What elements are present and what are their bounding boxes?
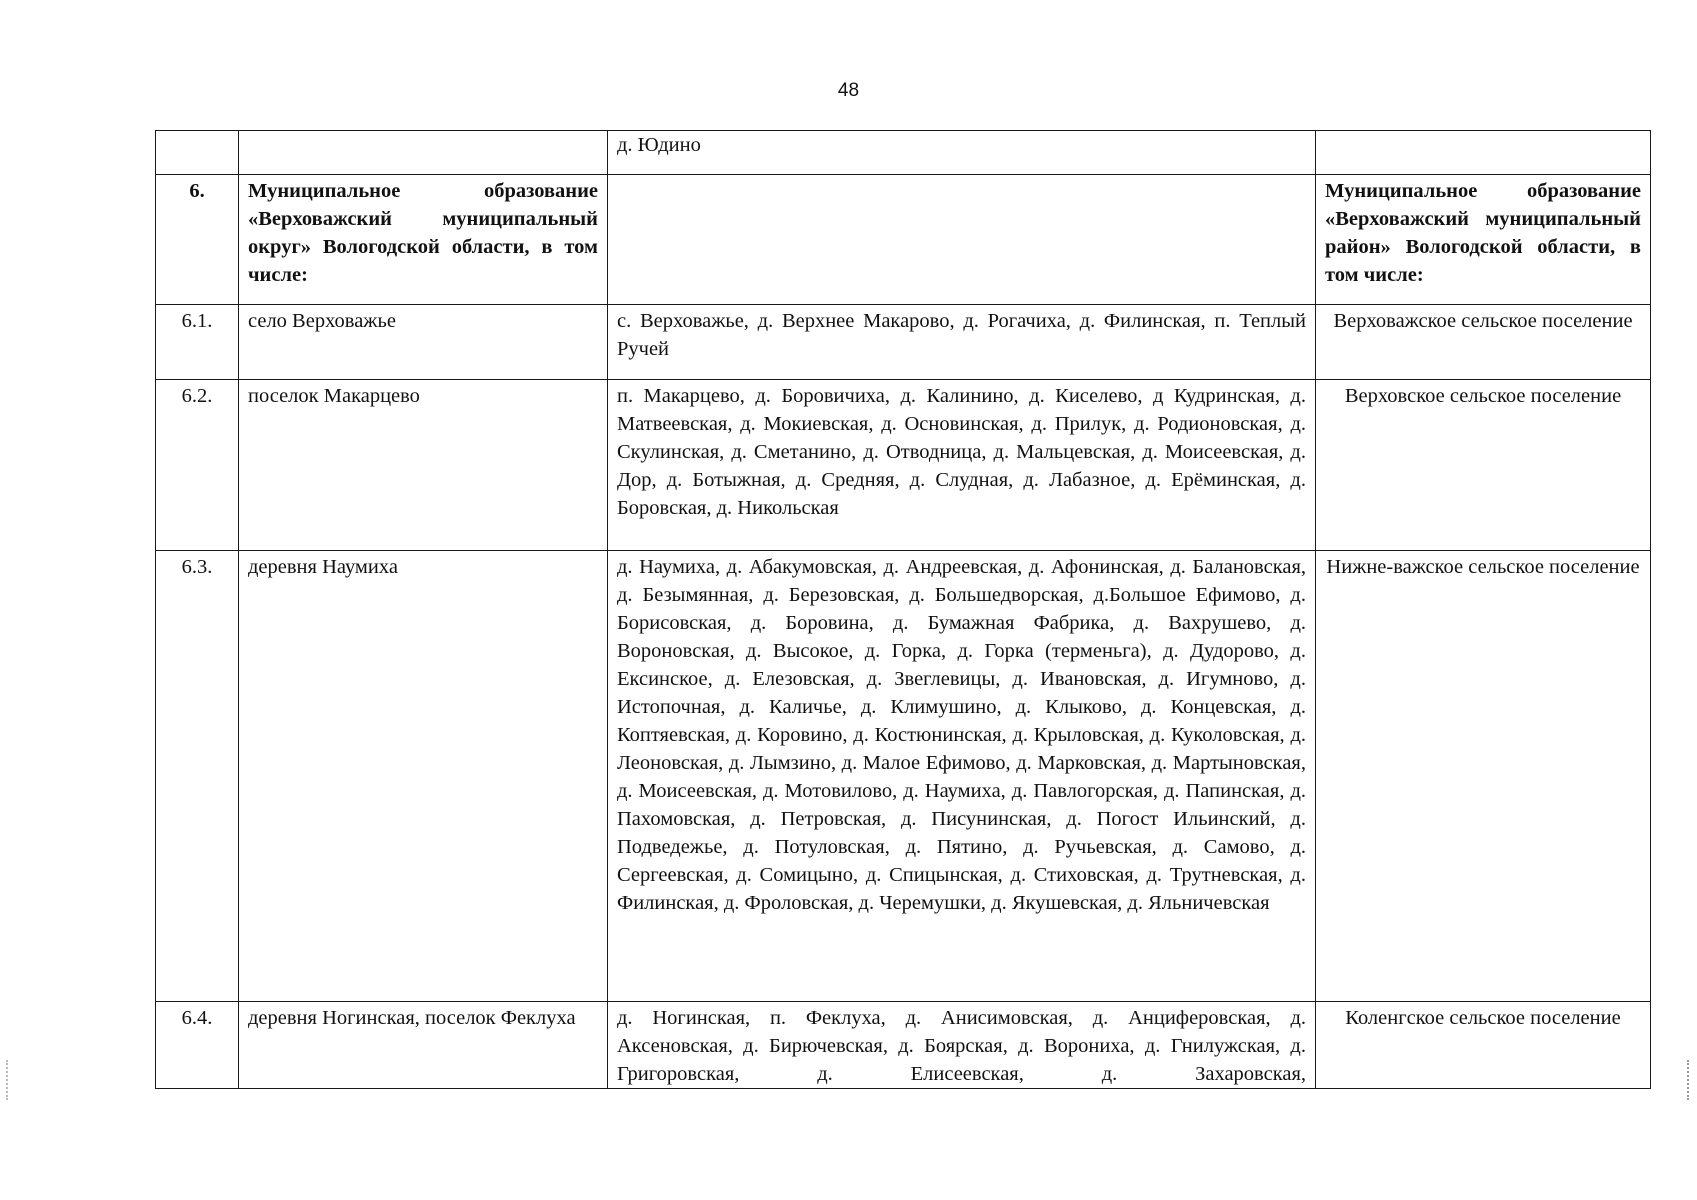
former-municipality-cell [1316,131,1651,175]
row-number-cell: 6. [156,175,239,305]
former-municipality-cell: Верховажское сельское поселение [1316,305,1651,380]
former-municipality-cell: Нижне-важское сельское поселение [1316,551,1651,1002]
municipality-name-cell: деревня Ногинская, поселок Феклуха [239,1002,608,1089]
municipality-name-cell: село Верховажье [239,305,608,380]
row-number-cell [156,131,239,175]
table-row [156,131,1651,175]
municipality-name-cell: деревня Наумиха [239,551,608,1002]
former-municipality-cell: Коленгское сельское поселение [1316,1002,1651,1089]
scan-edge-mark [1687,1060,1691,1100]
table-row [156,551,1651,1002]
settlements-list-cell: п. Макарцево, д. Боровичиха, д. Калинино, д. Киселево, д Кудринская, д. Матвеевская, д. Мокиевская, д. Основинская, д. Прилук, д. Родионовская, д. Скулинская, д. Сметанино, д. Отводница, д. Мальцевская, д. Моисеевская, д. Дор, д. Ботыжная, д. Средняя, д. Слудная, д. Лабазное, д. Ерёминская, д. Боровская, д. Никольская [608,380,1316,551]
page-number: 48 [837,80,860,101]
table-row [156,1002,1651,1089]
former-municipality-cell: Верховское сельское поселение [1316,380,1651,551]
settlements-list-cell: д. Юдино [608,131,1316,175]
settlements-list-cell: с. Верховажье, д. Верхнее Макарово, д. Рогачиха, д. Филинская, п. Теплый Ручей [608,305,1316,380]
table-row [156,380,1651,551]
municipality-name-cell: поселок Макарцево [239,380,608,551]
municipality-name-cell: Муниципальное образование «Верховажский муниципальный округ» Вологодской области, в том числе: [239,175,608,305]
settlements-list-cell: д. Наумиха, д. Абакумовская, д. Андреевская, д. Афонинская, д. Балановская, д. Безымянная, д. Березовская, д. Большедворская, д.Большое Ефимово, д. Борисовская, д. Боровина, д. Бумажная Фабрика, д. Вахрушево, д. Вороновская, д. Высокое, д. Горка, д. Горка (терменьга), д. Дудорово, д. Ексинское, д. Елезовская, д. Звеглевицы, д. Ивановская, д. Игумново, д. Истопочная, д. Каличье, д. Климушино, д. Клыково, д. Концевская, д. Коптяевская, д. Коровино, д. Костюнинская, д. Крыловская, д. Куколовская, д. Леоновская, д. Лымзино, д. Малое Ефимово, д. Марковская, д. Мартыновская, д. Моисеевская, д. Мотовилово, д. Наумиха, д. Павлогорская, д. Папинская, д. Пахомовская, д. Петровская, д. Писунинская, д. Погост Ильинский, д. Подведежье, д. Потуловская, д. Пятино, д. Ручьевская, д. Самово, д. Сергеевская, д. Сомицыно, д. Спицынская, д. Стиховская, д. Трутневская, д. Филинская, д. Фроловская, д. Черемушки, д. Якушевская, д. Яльничевская [608,551,1316,1002]
settlements-list-cell [608,175,1316,305]
former-municipality-cell: Муниципальное образование «Верховажский муниципальный район» Вологодской области, в том числе: [1316,175,1651,305]
row-number-cell: 6.2. [156,380,239,551]
scan-edge-mark [6,1060,10,1100]
row-number-cell: 6.1. [156,305,239,380]
row-number-cell: 6.4. [156,1002,239,1089]
settlements-list-cell: д. Ногинская, п. Феклуха, д. Анисимовская, д. Анциферовская, д. Аксеновская, д. Бирючевская, д. Боярская, д. Ворониха, д. Гнилужская, д. Григоровская, д. Елисеевская, д. Захаровская, [608,1002,1316,1089]
municipality-name-cell [239,131,608,175]
settlements-table [155,130,1651,1089]
table-row [156,175,1651,305]
row-number-cell: 6.3. [156,551,239,1002]
table-row [156,305,1651,380]
